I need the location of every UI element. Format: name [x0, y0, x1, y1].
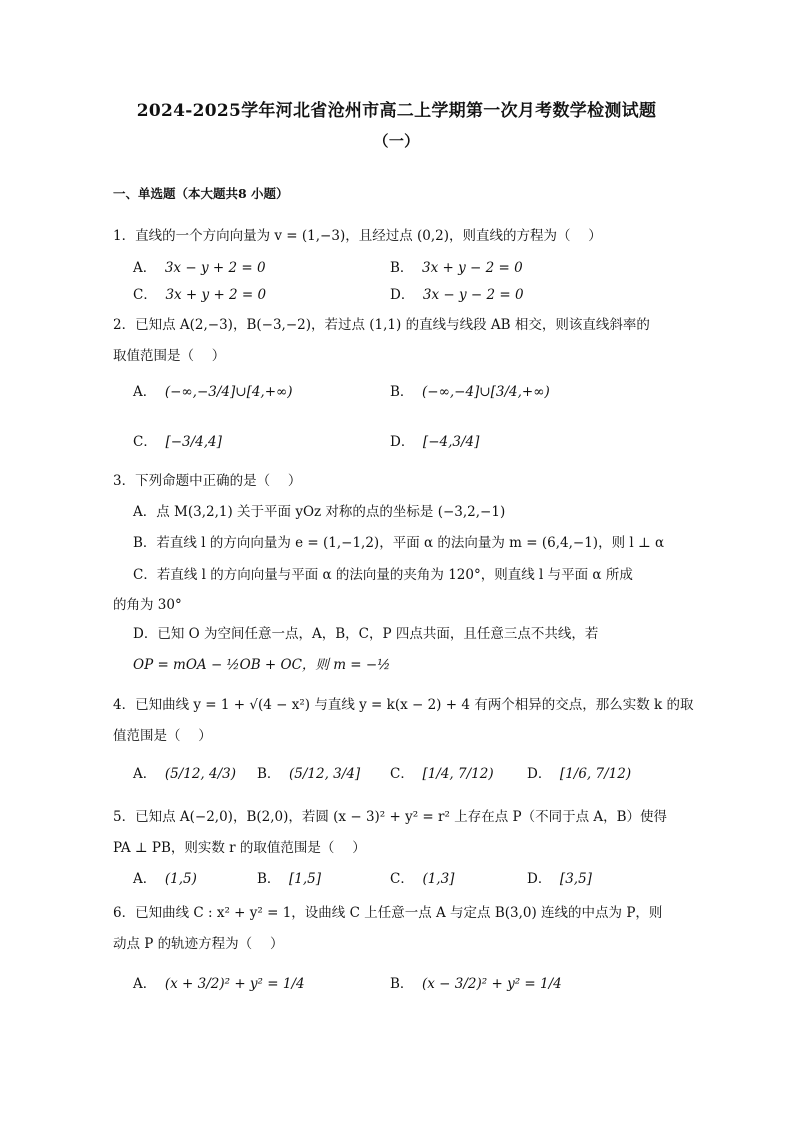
option-d: D． [−4,3/4] [390, 434, 480, 450]
option-c: C．若直线 l 的方向向量与平面 α 的法向量的夹角为 120°，则直线 l 与平面 α 所成 [133, 567, 633, 583]
option-d: D． 3x − y − 2 = 0 [390, 287, 524, 303]
question-stem: 已知点 A(−2,0)，B(2,0)，若圆 (x − 3)² + y² = r² 上存在点 P（不同于点 A，B）使得 [135, 809, 668, 825]
question-5 [113, 805, 667, 825]
section-heading: 一、单选题（本大题共8 小题） [113, 186, 289, 201]
question-number: 5． [113, 809, 136, 825]
question-number: 2． [113, 317, 136, 333]
question-4 [113, 693, 693, 713]
question-6-cont: 动点 P 的轨迹方程为（ ） [113, 936, 284, 952]
option-c: C． [1/4, 7/12) [390, 766, 494, 782]
question-number: 6． [113, 905, 136, 921]
option-b: B． (−∞,−4]∪[3/4,+∞) [390, 384, 550, 400]
option-b: B． (5/12, 3/4] [257, 766, 361, 782]
question-3 [113, 469, 301, 489]
option-a: A．点 M(3,2,1) 关于平面 yOz 对称的点的坐标是 (−3,2,−1) [133, 504, 506, 520]
question-6 [113, 901, 662, 921]
question-5-cont: PA ⊥ PB，则实数 r 的取值范围是（ ） [113, 840, 366, 856]
option-c-cont: 的角为 30° [113, 597, 182, 613]
option-a: A． (−∞,−3/4]∪[4,+∞) [133, 384, 293, 400]
question-number: 3． [113, 473, 136, 489]
option-a: A． (5/12, 4/3) [133, 766, 237, 782]
option-d-cont: OP = mOA − ½OB + OC，则 m = −½ [133, 657, 391, 673]
option-c: C． 3x + y + 2 = 0 [133, 287, 267, 303]
question-4-cont: 值范围是（ ） [113, 728, 212, 744]
option-b: B． 3x + y − 2 = 0 [390, 260, 523, 276]
option-c: C． [−3/4,4] [133, 434, 222, 450]
option-a: A． (x + 3/2)² + y² = 1/4 [133, 976, 305, 992]
document-subtitle: （一） [373, 132, 420, 150]
option-d: D．已知 O 为空间任意一点，A，B，C，P 四点共面，且任意三点不共线，若 [133, 626, 599, 642]
question-stem: 下列命题中正确的是（ ） [135, 473, 302, 489]
option-c: C． (1,3] [390, 871, 455, 887]
question-stem-math: v = (1,−3)，且经过点 (0,2)，则直线的方程为（ ） [274, 228, 602, 244]
question-1 [113, 224, 602, 244]
question-stem: 已知曲线 C : x² + y² = 1，设曲线 C 上任意一点 A 与定点 B(3,0) 连线的中点为 P，则 [135, 905, 663, 921]
option-b: B．若直线 l 的方向向量为 e = (1,−1,2)，平面 α 的法向量为 m = (6,4,−1)，则 l ⊥ α [133, 535, 665, 551]
option-a: A． 3x − y + 2 = 0 [133, 260, 266, 276]
option-d: D． [1/6, 7/12) [527, 766, 632, 782]
question-stem: 已知点 A(2,−3)，B(−3,−2)，若过点 (1,1) 的直线与线段 AB 相交，则该直线斜率的 [135, 317, 650, 333]
question-stem: 直线的一个方向向量为 [135, 228, 271, 244]
document-title: 2024-2025学年河北省沧州市高二上学期第一次月考数学检测试题 [136, 101, 657, 121]
question-2 [113, 313, 650, 333]
question-number: 4． [113, 697, 136, 713]
option-d: D． [3,5] [527, 871, 592, 887]
option-b: B． (x − 3/2)² + y² = 1/4 [390, 976, 562, 992]
question-2-cont: 取值范围是（ ） [113, 348, 226, 364]
question-stem: 已知曲线 y = 1 + √(4 − x²) 与直线 y = k(x − 2) + 4 有两个相异的交点，那么实数 k 的取 [135, 697, 694, 713]
option-b: B． [1,5] [257, 871, 322, 887]
option-a: A． (1,5) [133, 871, 197, 887]
question-number: 1． [113, 228, 136, 244]
